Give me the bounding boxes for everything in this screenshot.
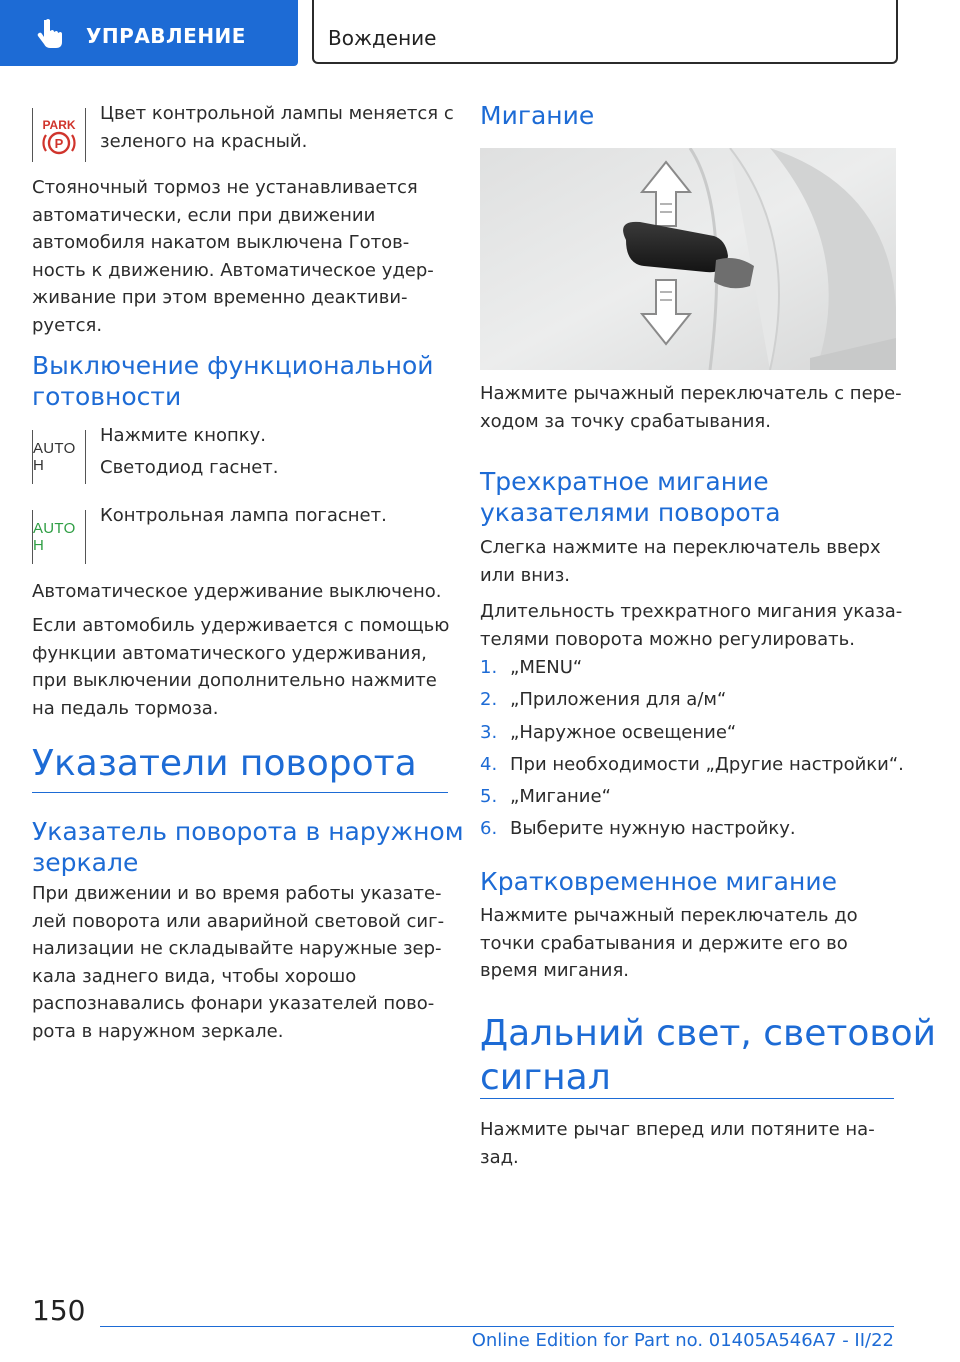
short-blink-paragraph: Нажмите рычажный переключатель до точки срабатывания и держите его во время мигания. xyxy=(480,905,858,981)
page-number: 150 xyxy=(32,1294,86,1327)
section-divider xyxy=(480,1098,894,1099)
auto-h-indicator-note: Контрольная лампа погаснет. xyxy=(100,505,387,526)
triple-blink-paragraph: Слегка нажмите на переключатель вверх или вниз. xyxy=(480,537,881,586)
parking-brake-paragraph: Стояночный тормоз не устанавливается автоматически, если при движении автомобиля накатом выключена Готов- ность к движению. Автоматическое удер- живание при этом временно деактиви- руется. xyxy=(32,177,434,336)
hand-pointer-icon xyxy=(34,16,68,50)
park-brake-icon xyxy=(32,108,86,162)
blink-paragraph: Нажмите рычажный переключатель с пере- ходом за точку срабатывания. xyxy=(480,383,902,432)
auto-h-indicator-icon: AUTO H xyxy=(32,510,86,564)
section-label: УПРАВЛЕНИЕ xyxy=(86,24,246,48)
heading-short-blink: Кратковременное мигание xyxy=(480,867,837,896)
heading-high-beam: Дальний свет, световой сигнал xyxy=(480,1013,936,1098)
auto-h-button-icon: AUTO H xyxy=(32,430,86,484)
park-note: Цвет контрольной лампы меняется с зеленого на красный. xyxy=(100,103,454,152)
auto-h-step-led: Светодиод гаснет. xyxy=(100,457,279,478)
heading-blink: Мигание xyxy=(480,101,595,130)
svg-text:P: P xyxy=(54,136,64,151)
heading-triple-blink: Трехкратное мигание указателями поворота xyxy=(480,467,781,527)
triple-blink-duration-paragraph: Длительность трехкратного мигания указа- телями поворота можно регулировать. xyxy=(480,601,903,650)
chapter-title: Вождение xyxy=(328,26,437,50)
park-icon-label: PARK xyxy=(42,118,76,132)
section-divider xyxy=(32,792,448,793)
heading-mirror-signal: Указатель поворота в наружном зеркале xyxy=(32,817,464,877)
edition-link[interactable]: Online Edition for Part no. 01405A546A7 - II/22 xyxy=(471,1330,894,1351)
auto-hold-off-text: Автоматическое удерживание выключено. xyxy=(32,581,442,602)
heading-turn-signals: Указатели поворота xyxy=(32,743,417,784)
auto-h-step-press: Нажмите кнопку. xyxy=(100,425,267,446)
footer-divider xyxy=(100,1326,894,1327)
high-beam-paragraph: Нажмите рычаг вперед или потяните на- зад. xyxy=(480,1119,875,1168)
auto-hold-brake-paragraph: Если автомобиль удерживается с помощью функции автоматического удерживания, при выключении дополнительно нажмите на педаль тормоза. xyxy=(32,615,450,719)
heading-functional-readiness: Выключение функциональной готовности xyxy=(32,351,434,411)
mirror-signal-paragraph: При движении и во время работы указате- лей поворота или аварийной световой сиг- нализации не складывайте наружные зер- кала заднего вида, чтобы хорошо распознавались фонари указателей пово- рота в наружном зеркале. xyxy=(32,883,445,1042)
chapter-header xyxy=(312,0,898,64)
turn-signal-lever-photo xyxy=(480,148,896,370)
section-tab[interactable] xyxy=(0,0,298,66)
